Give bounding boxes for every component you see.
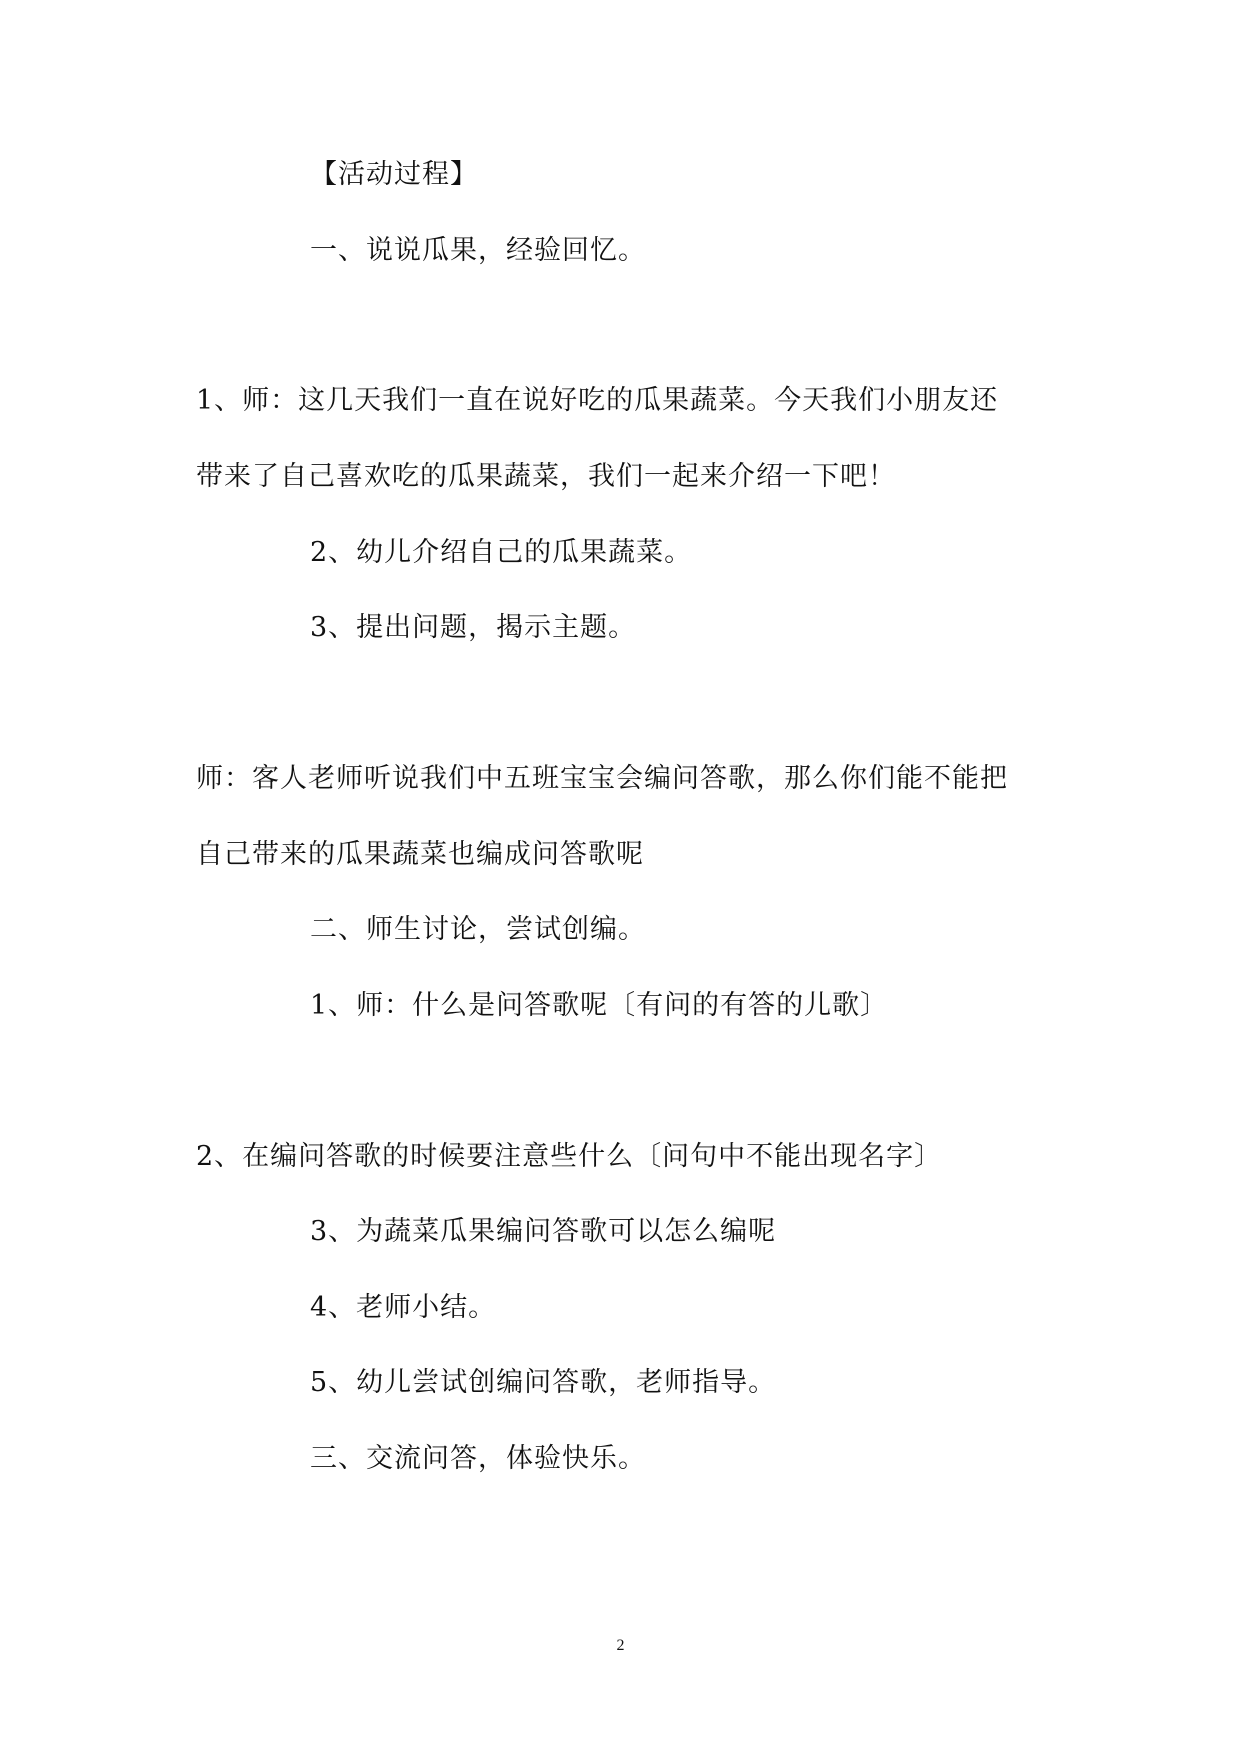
paragraph-line: 5、幼儿尝试创编问答歌，老师指导。 (310, 1367, 777, 1398)
paragraph-line: 3、为蔬菜瓜果编问答歌可以怎么编呢 (310, 1216, 777, 1247)
section-heading-activity-process: 【活动过程】 (310, 159, 478, 190)
paragraph-line: 带来了自己喜欢吃的瓜果蔬菜，我们一起来介绍一下吧！ (196, 461, 896, 492)
paragraph-line: 2、幼儿介绍自己的瓜果蔬菜。 (310, 537, 693, 568)
paragraph-line: 3、提出问题，揭示主题。 (310, 612, 637, 643)
paragraph-line: 2、在编问答歌的时候要注意些什么〔问句中不能出现名字〕 (196, 1141, 943, 1172)
paragraph-line: 4、老师小结。 (310, 1292, 497, 1323)
paragraph-line: 师：客人老师听说我们中五班宝宝会编问答歌，那么你们能不能把 (196, 763, 1008, 794)
page-number: 2 (616, 1637, 625, 1654)
paragraph-line: 自己带来的瓜果蔬菜也编成问答歌呢 (196, 839, 644, 870)
paragraph-line: 1、师：这几天我们一直在说好吃的瓜果蔬菜。今天我们小朋友还 (196, 385, 999, 416)
step-heading-3: 三、交流问答，体验快乐。 (310, 1443, 646, 1474)
step-heading-2: 二、师生讨论，尝试创编。 (310, 914, 646, 945)
step-heading-1: 一、说说瓜果，经验回忆。 (310, 235, 646, 266)
paragraph-line: 1、师：什么是问答歌呢〔有问的有答的儿歌〕 (310, 990, 889, 1021)
